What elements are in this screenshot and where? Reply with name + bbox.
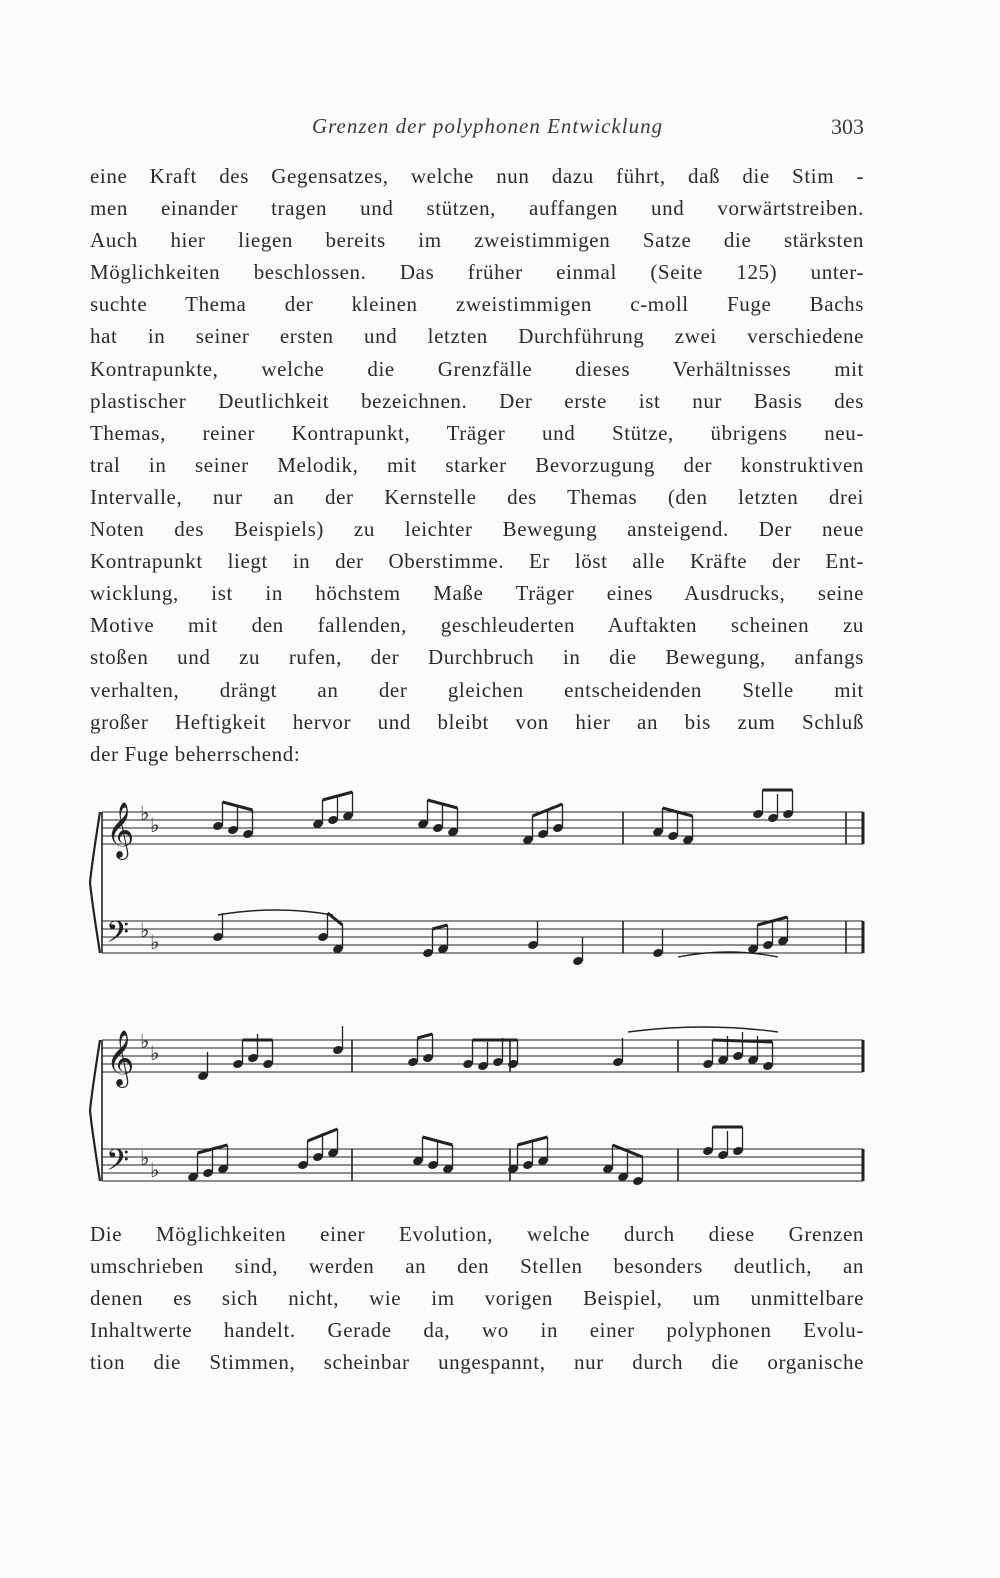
text-line: Die Möglichkeiten einer Evolution, welche durch diese Grenzen xyxy=(90,1222,864,1246)
text-line: Intervalle, nur an der Kernstelle des Themas (den letzten drei xyxy=(90,484,864,509)
text-line: tion die Stimmen, scheinbar ungespannt, nur durch die organische xyxy=(90,1350,864,1375)
text-line: suchte Thema der kleinen zweistimmigen c-moll Fuge Bachs xyxy=(90,292,864,317)
text-line: verhalten, drängt an der gleichen entscheidenden Stelle mit xyxy=(90,677,864,702)
flat-icon: ♭ xyxy=(140,1029,150,1053)
text-line: umschrieben sind, werden an den Stellen besonders deutlich, an xyxy=(90,1254,864,1279)
tie-slur xyxy=(218,910,333,915)
text-line: wicklung, ist in höchstem Maße Träger eines Ausdrucks, seine xyxy=(90,581,864,606)
text-line: Kontrapunkt liegt in der Oberstimme. Er löst alle Kräfte der Ent- xyxy=(90,549,864,574)
text-line: tral in seiner Melodik, mit starker Bevorzugung der konstruktiven xyxy=(90,452,864,477)
system-brace xyxy=(90,1040,100,1181)
text-line: der Fuge beherrschend: xyxy=(90,741,301,766)
flat-icon: ♭ xyxy=(150,1158,160,1182)
paragraph-1 xyxy=(90,160,864,770)
text-line: men einander tragen und stützen, auffangen und vorwärtstreiben. xyxy=(90,196,864,221)
flat-icon: ♭ xyxy=(150,813,160,837)
flat-icon: ♭ xyxy=(150,930,160,954)
flat-icon: ♭ xyxy=(140,801,150,825)
note-beam xyxy=(418,1034,433,1038)
note-beam xyxy=(433,925,448,929)
paragraph-2 xyxy=(90,1218,864,1378)
note-beam xyxy=(713,1040,773,1042)
bass-clef-icon: 𝄢 xyxy=(106,1144,130,1185)
text-line: hat in seiner ersten und letzten Durchführung zwei verschiedene xyxy=(90,324,864,349)
text-line: stoßen und zu rufen, der Durchbruch in die Bewegung, anfangs xyxy=(90,645,864,670)
running-header xyxy=(90,114,864,146)
text-line: denen es sich nicht, wie im vorigen Beispiel, um unmittelbare xyxy=(90,1286,864,1311)
text-line: Noten des Beispiels) zu leichter Bewegung ansteigend. Der neue xyxy=(90,517,864,542)
text-line: Auch hier liegen bereits im zweistimmigen Satze die stärksten xyxy=(90,228,864,253)
flat-icon: ♭ xyxy=(140,918,150,942)
text-line: großer Heftigkeit hervor und bleibt von hier an bis zum Schluß xyxy=(90,709,864,734)
tie-slur xyxy=(628,1027,778,1032)
bass-clef-icon: 𝄢 xyxy=(106,916,130,957)
text-line: Kontrapunkte, welche die Grenzfälle dieses Verhältnisses mit xyxy=(90,356,864,381)
text-line: Motive mit den fallenden, geschleuderten Auftakten scheinen zu xyxy=(90,613,864,638)
music-score xyxy=(88,775,878,1200)
running-title: Grenzen der polyphonen Entwicklung xyxy=(312,114,664,138)
text-line: Themas, reiner Kontrapunkt, Träger und Stütze, übrigens neu- xyxy=(90,420,864,445)
text-line: eine Kraft des Gegensatzes, welche nun dazu führt, daß die Stim - xyxy=(90,164,864,188)
music-example xyxy=(88,775,878,1200)
text-line: plastischer Deutlichkeit bezeichnen. Der erste ist nur Basis des xyxy=(90,388,864,413)
text-line: Inhaltwerte handelt. Gerade da, wo in einer polyphonen Evolu- xyxy=(90,1318,864,1343)
treble-clef-icon: 𝄞 xyxy=(106,1030,135,1086)
flat-icon: ♭ xyxy=(150,1041,160,1065)
treble-clef-icon: 𝄞 xyxy=(106,802,135,858)
text-line: Möglichkeiten beschlossen. Das früher einmal (Seite 125) unter- xyxy=(90,260,864,285)
flat-icon: ♭ xyxy=(140,1146,150,1170)
page-number: 303 xyxy=(831,114,864,139)
system-brace xyxy=(90,812,100,953)
